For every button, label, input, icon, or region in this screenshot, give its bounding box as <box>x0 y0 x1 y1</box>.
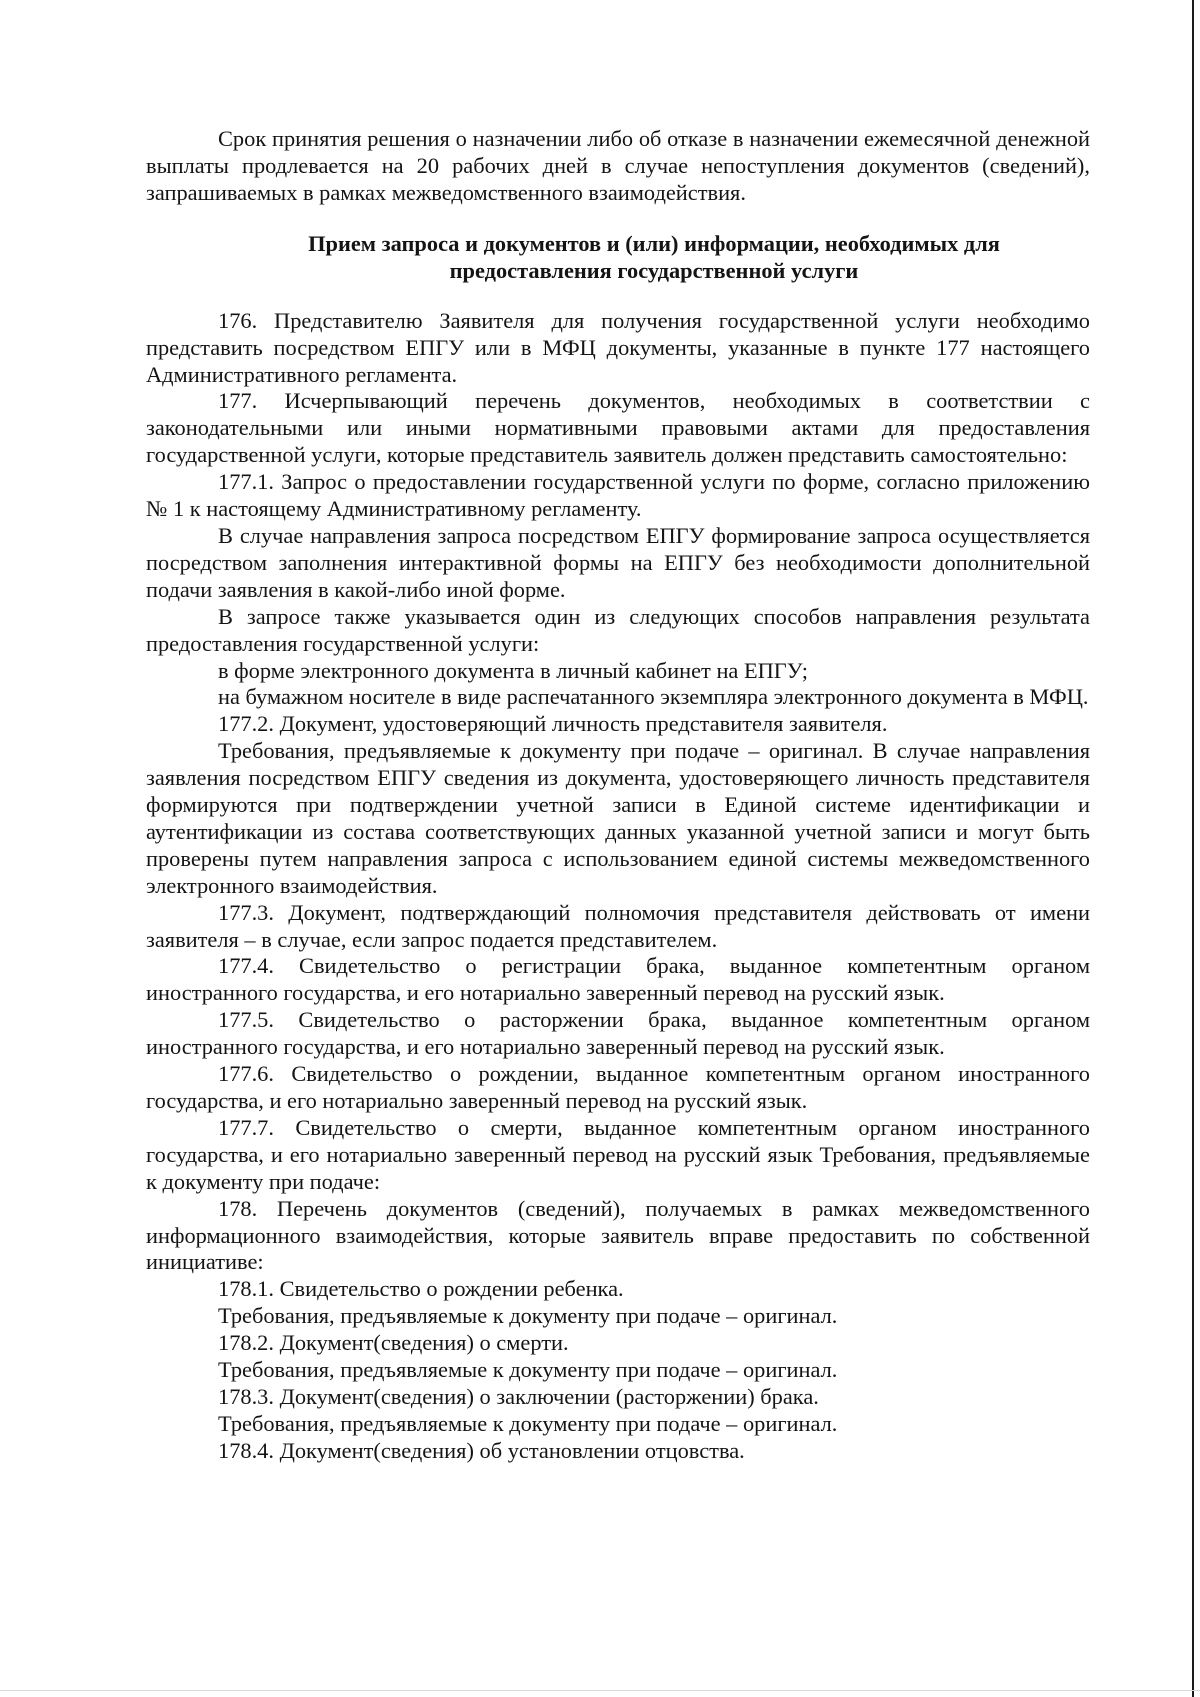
paragraph-177-2: 177.2. Документ, удостоверяющий личность представителя заявителя. <box>218 711 888 737</box>
paragraph-178-4: 178.4. Документ(сведения) об установлении отцовства. <box>218 1437 745 1463</box>
paragraph-177-1: 177.1. Запрос о предоставлении государственной услуги по форме, согласно приложению № 1 к настоящему Административному регламенту. <box>146 469 1090 522</box>
paragraph-178-3-requirements: Требования, предъявляемые к документу при подаче – оригинал. <box>218 1410 838 1436</box>
paragraph-178-2: 178.2. Документ(сведения) о смерти. <box>218 1330 569 1356</box>
section-heading-line-2: предоставления государственной услуги <box>449 257 859 283</box>
paragraph-177-7: 177.7. Свидетельство о смерти, выданное компетентным органом иностранного государства, и его нотариально заверенный перевод на русский язык Требования, предъявляемые к документу при подаче: <box>146 1114 1090 1194</box>
paragraph-177-1-epgu: В случае направления запроса посредством ЕПГУ формирование запроса осуществляется посредством заполнения интерактивной формы на ЕПГУ без необходимости дополнительной подачи заявления в какой-либо иной форме. <box>146 522 1090 602</box>
section-heading <box>146 230 1090 284</box>
scan-bottom-line <box>0 1690 1200 1691</box>
paragraph-178-1: 178.1. Свидетельство о рождении ребенка. <box>218 1276 624 1302</box>
paragraph-178-1-requirements: Требования, предъявляемые к документу при подаче – оригинал. <box>218 1303 838 1329</box>
paragraph-177-2-requirements: Требования, предъявляемые к документу при подаче – оригинал. В случае направления заявления посредством ЕПГУ сведения из документа, удостоверяющего личность представителя формируются при подтверждении учетной записи в Единой системе идентификации и аутентификации из состава соответствующих данных указанной учетной записи и могут быть проверены путем направления запроса с использованием единой системы межведомственного электронного взаимодействия. <box>146 738 1090 898</box>
intro-paragraph: Срок принятия решения о назначении либо об отказе в назначении ежемесячной денежной выплаты продлевается на 20 рабочих дней в случае непоступления документов (сведений), запрашиваемых в рамках межведомственного взаимодействия. <box>146 126 1090 205</box>
section-heading-line-1: Прием запроса и документов и (или) информации, необходимых для <box>308 230 1000 256</box>
paragraph-178: 178. Перечень документов (сведений), получаемых в рамках межведомственного информационного взаимодействия, которые заявитель вправе предоставить по собственной инициативе: <box>146 1195 1090 1275</box>
scan-edge-line <box>1192 0 1194 1697</box>
document-body <box>146 126 1090 1465</box>
paragraph-178-3: 178.3. Документ(сведения) о заключении (расторжении) брака. <box>218 1383 819 1409</box>
paragraph-177-1-methods: В запросе также указывается один из следующих способов направления результата предоставления государственной услуги: <box>146 603 1090 656</box>
paragraph-177-1-method-b: на бумажном носителе в виде распечатанного экземпляра электронного документа в МФЦ. <box>218 684 1089 710</box>
paragraph-177: 177. Исчерпывающий перечень документов, необходимых в соответствии с законодательными или иными нормативными правовыми актами для предоставления государственной услуги, которые представитель заявитель должен представить самостоятельно: <box>146 388 1090 468</box>
paragraph-177-4: 177.4. Свидетельство о регистрации брака, выданное компетентным органом иностранного государства, и его нотариально заверенный перевод на русский язык. <box>146 953 1090 1006</box>
paragraph-176: 176. Представителю Заявителя для получения государственной услуги необходимо представить посредством ЕПГУ или в МФЦ документы, указанные в пункте 177 настоящего Административного регламента. <box>146 307 1090 387</box>
paragraph-177-3: 177.3. Документ, подтверждающий полномочия представителя действовать от имени заявителя – в случае, если запрос подается представителем. <box>146 899 1090 952</box>
paragraph-177-5: 177.5. Свидетельство о расторжении брака, выданное компетентным органом иностранного государства, и его нотариально заверенный перевод на русский язык. <box>146 1007 1090 1060</box>
paragraph-177-6: 177.6. Свидетельство о рождении, выданное компетентным органом иностранного государства, и его нотариально заверенный перевод на русский язык. <box>146 1061 1090 1113</box>
paragraph-177-1-method-a: в форме электронного документа в личный кабинет на ЕПГУ; <box>218 657 808 683</box>
paragraph-178-2-requirements: Требования, предъявляемые к документу при подаче – оригинал. <box>218 1357 838 1383</box>
